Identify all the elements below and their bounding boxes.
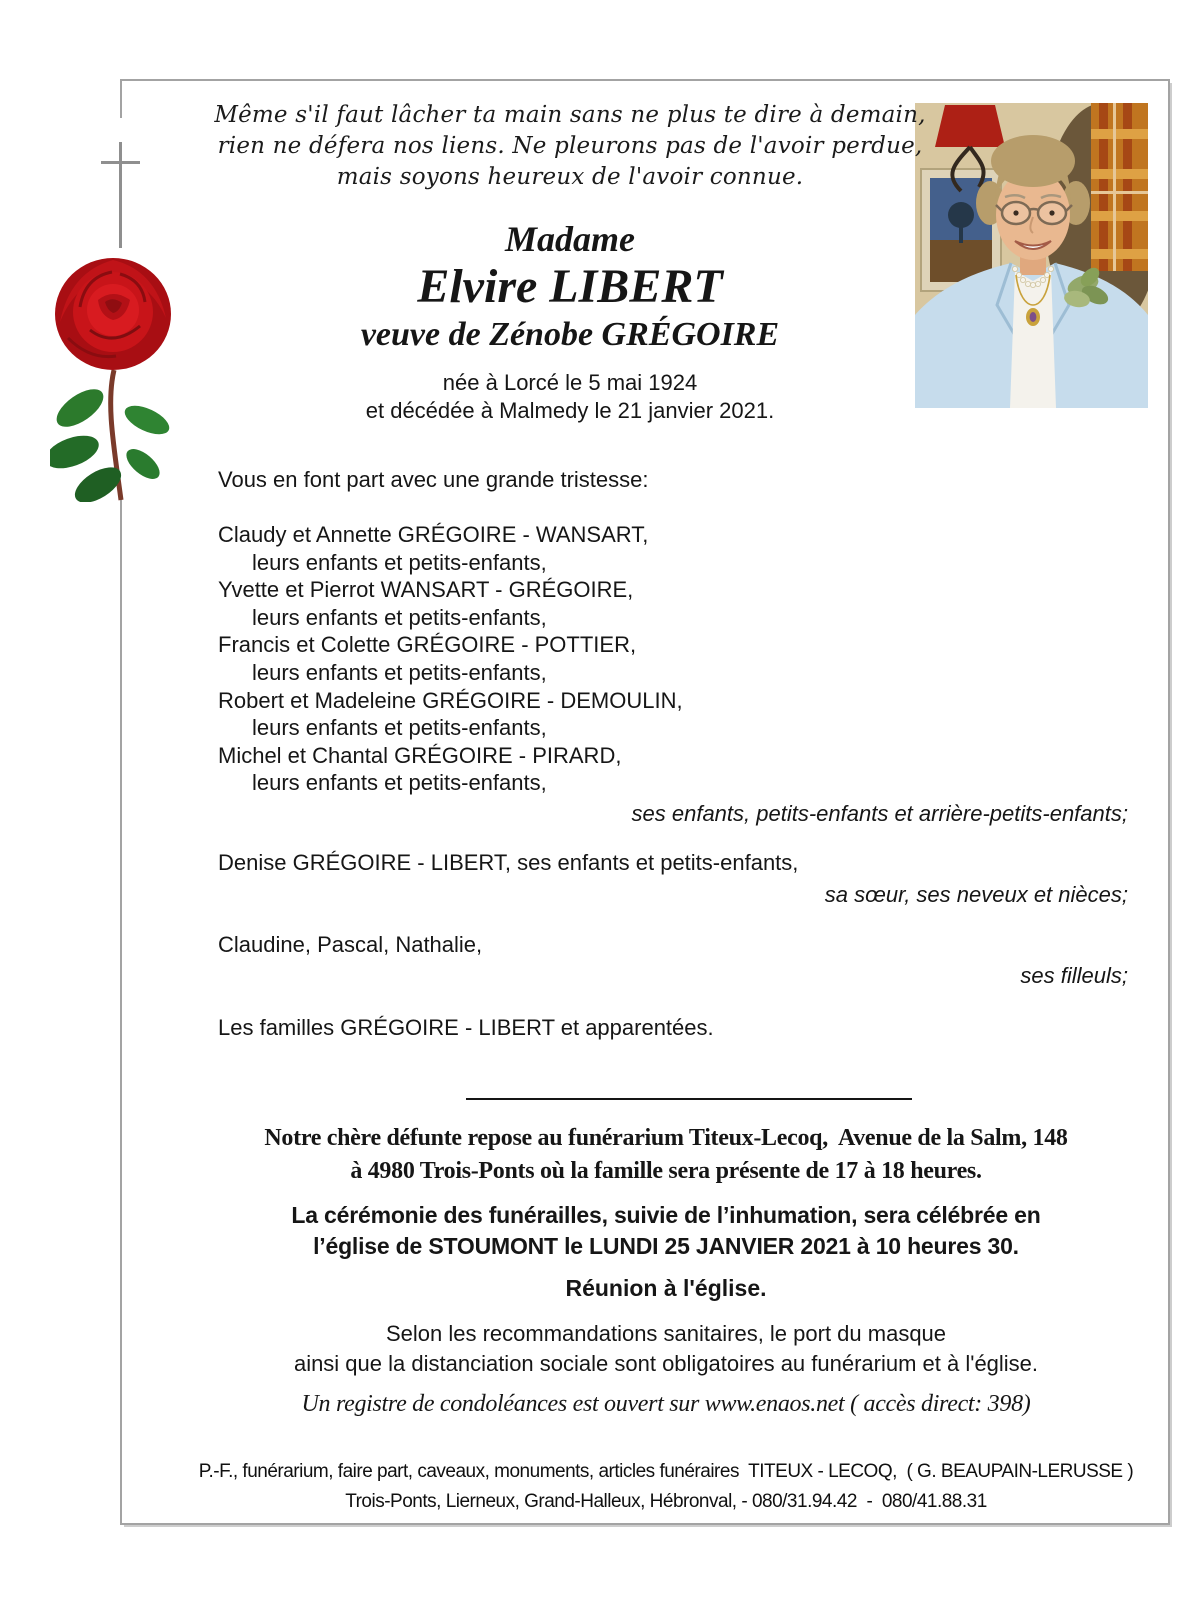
- footer-line: Trois-Ponts, Lierneux, Grand-Halleux, Hébronval, - 080/31.94.42 - 080/41.88.31: [345, 1491, 987, 1512]
- service-line: La cérémonie des funérailles, suivie de l’inhumation, sera célébrée en: [291, 1202, 1041, 1228]
- repose-line: Notre chère défunte repose au funérarium Titeux-Lecoq, Avenue de la Salm, 148: [264, 1125, 1068, 1151]
- family-couple: Claudy et Annette GRÉGOIRE - WANSART,: [218, 522, 649, 547]
- family-couple: Yvette et Pierrot WANSART - GRÉGOIRE,: [218, 577, 634, 603]
- family-couple: Robert et Madeleine GRÉGOIRE - DEMOULIN,: [218, 687, 683, 713]
- godchildren-line: Claudine, Pascal, Nathalie,: [218, 932, 483, 957]
- family-list: [218, 521, 683, 797]
- service-line: l’église de STOUMONT le LUNDI 25 JANVIER 2021 à 10 heures 30.: [313, 1233, 1019, 1259]
- frame-left-bottom-segment: [120, 497, 122, 1523]
- section-divider: [466, 1098, 912, 1100]
- family-sub-line: leurs enfants et petits-enfants,: [252, 549, 547, 575]
- family-sub-line: leurs enfants et petits-enfants,: [252, 715, 547, 741]
- family-couple: Francis et Colette GRÉGOIRE - POTTIER,: [218, 632, 637, 658]
- frame-left-top-segment: [120, 79, 122, 118]
- cross-icon: [119, 142, 122, 248]
- funeral-home-footer: [146, 1457, 1186, 1517]
- quote-line: rien ne défera nos liens. Ne pleurons pas de l'avoir perdue,: [217, 133, 923, 159]
- death-line: et décédée à Malmedy le 21 janvier 2021.: [365, 398, 775, 423]
- repose-line: à 4980 Trois-Ponts où la famille sera présente de 17 à 18 heures.: [350, 1158, 982, 1184]
- covid-line: ainsi que la distanciation sociale sont obligatoires au funérarium et à l'église.: [293, 1351, 1039, 1376]
- repose-paragraph: [146, 1122, 1186, 1188]
- rose-icon: [50, 252, 182, 502]
- deceased-name: Elvire LIBERT: [417, 260, 723, 313]
- service-paragraph: [146, 1200, 1186, 1262]
- families-line: Les familles GRÉGOIRE - LIBERT et apparentées.: [218, 1015, 714, 1040]
- covid-paragraph: [146, 1319, 1186, 1379]
- meeting-line: Réunion à l'église.: [565, 1275, 767, 1301]
- godchildren-relation: ses filleuls;: [1020, 963, 1128, 988]
- family-sub-line: leurs enfants et petits-enfants,: [252, 659, 547, 685]
- announcement-intro: Vous en font part avec une grande tristesse:: [218, 467, 649, 492]
- children-relation: ses enfants, petits-enfants et arrière-petits-enfants;: [631, 801, 1128, 826]
- family-couple: Michel et Chantal GRÉGOIRE - PIRARD,: [218, 742, 622, 768]
- deceased-title: Madame: [505, 219, 635, 259]
- cross-icon: [101, 161, 140, 164]
- deceased-widow-of: veuve de Zénobe GRÉGOIRE: [360, 316, 780, 353]
- sister-relation: sa sœur, ses neveux et nièces;: [824, 882, 1128, 907]
- quote-line: mais soyons heureux de l'avoir connue.: [336, 164, 804, 190]
- deceased-dates: [170, 369, 970, 425]
- family-sub-line: leurs enfants et petits-enfants,: [252, 770, 547, 796]
- sister-line: Denise GRÉGOIRE - LIBERT, ses enfants et petits-enfants,: [218, 850, 799, 875]
- birth-line: née à Lorcé le 5 mai 1924: [442, 370, 698, 395]
- footer-line: P.-F., funérarium, faire part, caveaux, monuments, articles funéraires TITEUX - LECOQ, ( G. BEAUPAIN-LERUSSE ): [198, 1461, 1134, 1482]
- covid-line: Selon les recommandations sanitaires, le port du masque: [385, 1321, 947, 1346]
- condolence-register-line: Un registre de condoléances est ouvert sur www.enaos.net ( accès direct: 398): [301, 1391, 1031, 1417]
- family-sub-line: leurs enfants et petits-enfants,: [252, 604, 547, 630]
- quote-line: Même s'il faut lâcher ta main sans ne plus te dire à demain,: [214, 102, 926, 128]
- opening-quote: [170, 100, 970, 193]
- deceased-heading: [170, 219, 970, 425]
